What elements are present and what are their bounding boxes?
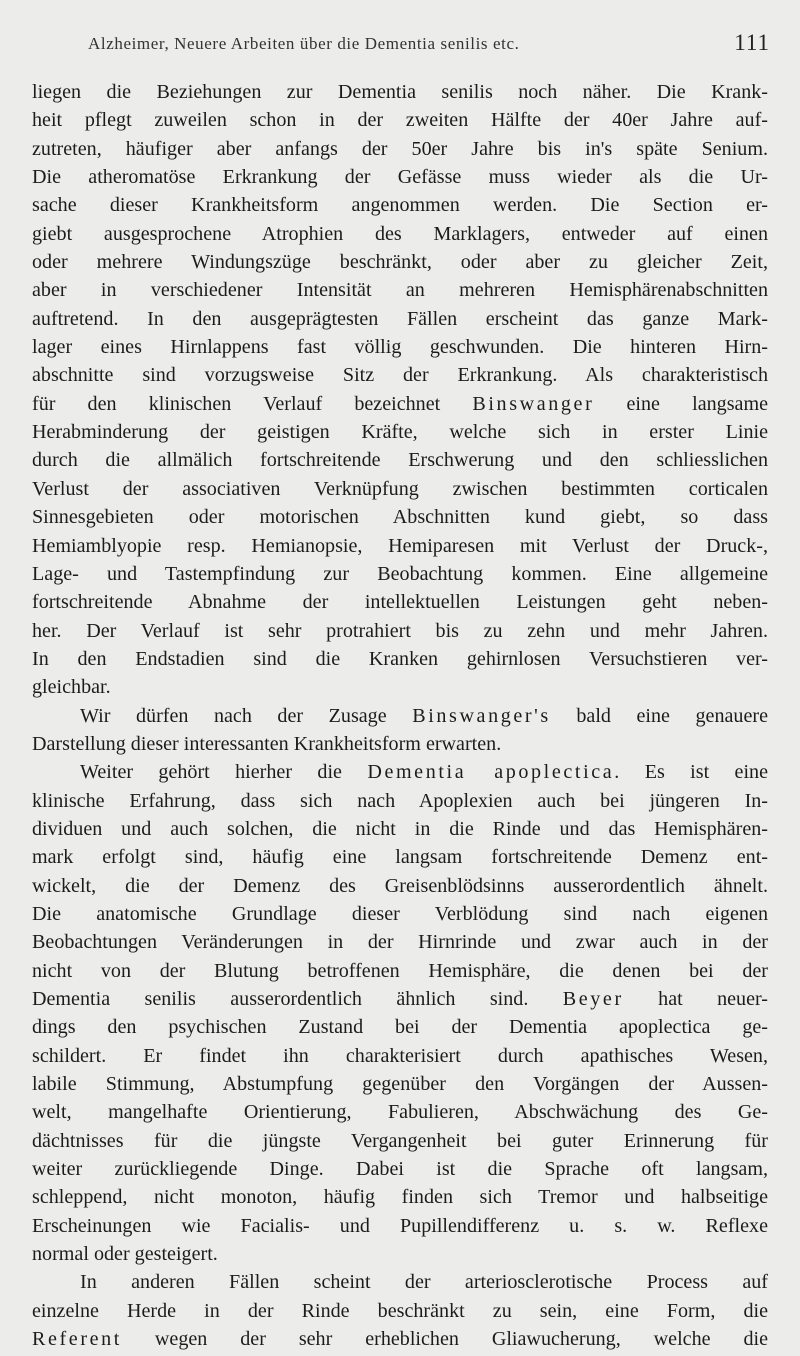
text-line bbox=[32, 985, 768, 1013]
text-line: klinische Erfahrung, dass sich nach Apoplexien auch bei jüngeren In- bbox=[32, 789, 768, 812]
text-line: aber in verschiedener Intensität an mehreren Hemisphärenabschnitten bbox=[32, 279, 768, 302]
body-text bbox=[32, 78, 768, 1353]
text-line: Beobachtungen Veränderungen in der Hirnrinde und zwar auch in der bbox=[32, 931, 768, 954]
text-line: dächtnisses für die jüngste Vergangenheit bei guter Erinnerung für bbox=[32, 1129, 768, 1152]
text-segment: bald eine genauere bbox=[550, 704, 768, 727]
text-line: In anderen Fällen scheint der arteriosclerotische Process auf bbox=[80, 1271, 768, 1294]
text-line: welt, mangelhafte Orientierung, Fabulieren, Abschwächung des Ge- bbox=[32, 1101, 768, 1124]
text-line: normal oder gesteigert. bbox=[32, 1243, 218, 1266]
text-line: wickelt, die der Demenz des Greisenblödsinns ausserordentlich ähnelt. bbox=[32, 874, 768, 897]
text-line: durch die allmälich fortschreitende Erschwerung und den schliesslichen bbox=[32, 449, 768, 472]
text-line: mark erfolgt sind, häufig eine langsam fortschreitende Demenz ent- bbox=[32, 846, 768, 869]
text-segment: hat neuer- bbox=[623, 988, 768, 1010]
text-segment: wegen der sehr erheblichen Gliawucherung, welche die bbox=[121, 1328, 768, 1351]
text-line: nicht von der Blutung betroffenen Hemisphäre, die denen bei der bbox=[32, 959, 768, 982]
text-line: Verlust der associativen Verknüpfung zwischen bestimmten corticalen bbox=[32, 477, 768, 500]
text-line bbox=[32, 1325, 768, 1353]
text-line: weiter zurückliegende Dinge. Dabei ist die Sprache oft langsam, bbox=[32, 1158, 768, 1181]
text-line: Hemiamblyopie resp. Hemianopsie, Hemiparesen mit Verlust der Druck-, bbox=[32, 534, 768, 557]
text-segment: Wir dürfen nach der Zusage bbox=[80, 704, 413, 727]
spaced-name: Binswanger's bbox=[412, 704, 551, 727]
text-line: her. Der Verlauf ist sehr protrahiert bis zu zehn und mehr Jahren. bbox=[32, 619, 768, 642]
page-header bbox=[88, 28, 770, 64]
text-line: labile Stimmung, Abstumpfung gegenüber den Vorgängen der Aussen- bbox=[32, 1073, 768, 1096]
text-line: dings den psychischen Zustand bei der Dementia apoplectica ge- bbox=[32, 1016, 768, 1039]
text-line: gleichbar. bbox=[32, 676, 111, 699]
text-line: einzelne Herde in der Rinde beschränkt zu sein, eine Form, die bbox=[32, 1299, 768, 1322]
text-segment: Weiter gehört hierher die bbox=[80, 761, 368, 784]
text-line bbox=[32, 702, 768, 730]
spaced-name: Beyer bbox=[562, 988, 624, 1010]
text-line: abschnitte sind vorzugsweise Sitz der Erkrankung. Als charakteristisch bbox=[32, 364, 768, 387]
text-line: giebt ausgesprochene Atrophien des Marklagers, entweder auf einen bbox=[32, 222, 768, 245]
text-segment: . Es ist eine bbox=[614, 761, 768, 784]
text-line: auftretend. In den ausgeprägtesten Fällen erscheint das ganze Mark- bbox=[32, 307, 768, 330]
spaced-name: Referent bbox=[32, 1328, 122, 1351]
running-title: Alzheimer, Neuere Arbeiten über die Dementia senilis etc. bbox=[88, 34, 520, 53]
text-line: Herabminderung der geistigen Kräfte, welche sich in erster Linie bbox=[32, 421, 768, 444]
text-line: Die atheromatöse Erkrankung der Gefässe muss wieder als die Ur- bbox=[32, 166, 768, 189]
text-line: zutreten, häufiger aber anfangs der 50er Jahre bis in's späte Senium. bbox=[32, 137, 768, 160]
text-line: Darstellung dieser interessanten Krankheitsform erwarten. bbox=[32, 732, 502, 755]
text-line: heit pflegt zuweilen schon in der zweiten Hälfte der 40er Jahre auf- bbox=[32, 109, 768, 132]
text-line bbox=[32, 390, 768, 418]
text-line: lager eines Hirnlappens fast völlig geschwunden. Die hinteren Hirn- bbox=[32, 336, 768, 359]
text-line bbox=[32, 758, 768, 786]
text-line: Die anatomische Grundlage dieser Verblödung sind nach eigenen bbox=[32, 902, 768, 925]
spaced-name: Dementia apoplectica bbox=[367, 761, 615, 784]
text-line: In den Endstadien sind die Kranken gehirnlosen Versuchstieren ver- bbox=[32, 647, 768, 670]
text-line: dividuen und auch solchen, die nicht in die Rinde und das Hemisphären- bbox=[32, 817, 768, 840]
text-line: sache dieser Krankheitsform angenommen werden. Die Section er- bbox=[32, 194, 768, 217]
text-line: oder mehrere Windungszüge beschränkt, oder aber zu gleicher Zeit, bbox=[32, 251, 768, 274]
text-segment: Dementia senilis ausserordentlich ähnlich sind. bbox=[32, 988, 563, 1010]
text-line: schildert. Er findet ihn charakterisiert durch apathisches Wesen, bbox=[32, 1044, 768, 1067]
text-line: Erscheinungen wie Facialis- und Pupillendifferenz u. s. w. Reflexe bbox=[32, 1214, 768, 1237]
text-line: schleppend, nicht monoton, häufig finden sich Tremor und halbseitige bbox=[32, 1186, 768, 1209]
text-line: fortschreitende Abnahme der intellektuellen Leistungen geht neben- bbox=[32, 591, 768, 614]
text-segment: für den klinischen Verlauf bezeichnet bbox=[32, 392, 473, 415]
page-number: 111 bbox=[734, 30, 770, 55]
text-segment: eine langsame bbox=[594, 392, 768, 415]
text-line: Sinnesgebieten oder motorischen Abschnitten kund giebt, so dass bbox=[32, 506, 768, 529]
text-line: liegen die Beziehungen zur Dementia senilis noch näher. Die Krank- bbox=[32, 81, 768, 103]
text-line: Lage- und Tastempfindung zur Beobachtung kommen. Eine allgemeine bbox=[32, 562, 768, 585]
spaced-name: Binswanger bbox=[472, 392, 595, 415]
